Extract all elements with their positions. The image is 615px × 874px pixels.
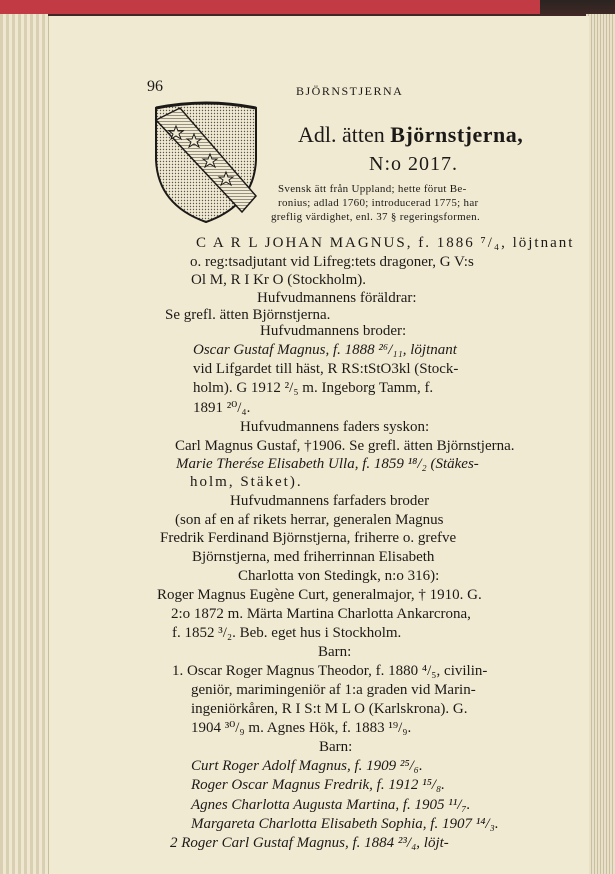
text-line: vid Lifgardet till häst, R RS:tStO3kl (Stock- [193, 361, 459, 377]
red-cover-edge [0, 0, 540, 14]
section-heading: Barn: [318, 644, 352, 660]
text-line: Carl Magnus Gustaf, †1906. Se grefl. ätten Björnstjerna. [175, 438, 515, 454]
family-title [298, 122, 523, 148]
text-line: Agnes Charlotta Augusta Martina, f. 1905 ¹¹/₇. [191, 797, 471, 813]
text-line: 1. Oscar Roger Magnus Theodor, f. 1880 ⁴/₅, civilin- [172, 663, 488, 679]
text-line: Björnstjerna, med friherrinnan Elisabeth [192, 549, 435, 565]
running-head: BJÖRNSTJERNA [296, 84, 404, 98]
text-line: geniör, marimingeniör af 1:a graden vid Marin- [191, 682, 476, 698]
text-line: Curt Roger Adolf Magnus, f. 1909 ²⁵/₆. [191, 758, 423, 774]
text-line: Oscar Gustaf Magnus, f. 1888 ²⁶/₁₁, löjtnant [193, 342, 457, 358]
intro-line: Svensk ätt från Uppland; hette förut Be- [278, 183, 467, 195]
page-stack-right [586, 14, 615, 874]
text-line: Marie Therése Elisabeth Ulla, f. 1859 ¹⁸/₂ (Stäkes- [176, 456, 479, 472]
section-heading: Hufvudmannens föräldrar: [257, 290, 417, 306]
family-number: N:o 2017. [369, 153, 458, 175]
text-line: Roger Magnus Eugène Curt, generalmajor, † 1910. G. [157, 587, 482, 603]
text-line: Margareta Charlotta Elisabeth Sophia, f. 1907 ¹⁴/₃. [191, 816, 499, 832]
section-heading: Hufvudmannens broder: [260, 323, 407, 339]
text-line: holm, Stäket). [190, 474, 303, 490]
text-line: 1891 ²⁰/₄. [193, 400, 251, 416]
section-heading: Hufvudmannens farfaders broder [230, 493, 430, 509]
text-line: 2:o 1872 m. Märta Martina Charlotta Ankarcrona, [171, 606, 471, 622]
text-line: o. reg:tsadjutant vid Lifreg:tets dragoner, G V:s [190, 254, 474, 270]
page-number: 96 [147, 78, 163, 95]
text-line: holm). G 1912 ²/₅ m. Ingeborg Tamm, f. [193, 380, 434, 396]
section-heading: Hufvudmannens faders syskon: [240, 419, 430, 435]
section-heading: Barn: [319, 739, 353, 755]
text-line: 1904 ³⁰/₉ m. Agnes Hök, f. 1883 ¹⁹/₉. [191, 720, 412, 736]
text-line: Roger Oscar Magnus Fredrik, f. 1912 ¹⁵/₈. [191, 777, 445, 793]
text-line: Ol M, R I Kr O (Stockholm). [191, 272, 366, 288]
text-line: Charlotta von Stedingk, n:o 316): [238, 568, 440, 584]
text-line: ingeniörkåren, R I S:t M L O (Karlskrona). G. [191, 701, 468, 717]
coat-of-arms-shield-icon [150, 100, 262, 226]
intro-line: greflig värdighet, enl. 37 § regeringsformen. [271, 211, 480, 223]
text-line: Se grefl. ätten Björnstjerna. [165, 307, 331, 323]
text-line: (son af en af rikets herrar, generalen Magnus [175, 512, 444, 528]
text-line: f. 1852 ³/₂. Beb. eget hus i Stockholm. [172, 625, 402, 641]
intro-line: ronius; adlad 1760; introducerad 1775; har [278, 197, 479, 209]
text-line: 2 Roger Carl Gustaf Magnus, f. 1884 ²³/₄, löjt- [170, 835, 449, 851]
title-family-name: Björnstjerna, [390, 122, 524, 147]
text-line: Fredrik Ferdinand Björnstjerna, friherre o. grefve [160, 530, 457, 546]
text-line: C A R L JOHAN MAGNUS, f. 1886 ⁷/₄, löjtnant [196, 235, 575, 251]
title-prefix: Adl. ätten [298, 122, 391, 147]
page-stack-left [0, 14, 48, 874]
